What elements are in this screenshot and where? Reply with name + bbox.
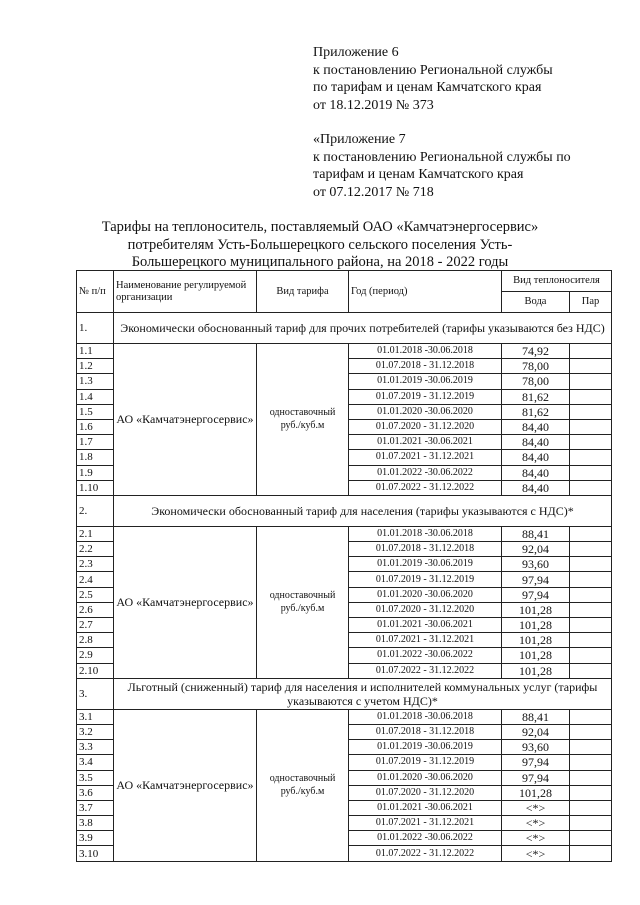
table-header-row <box>77 271 612 292</box>
water-value: 97,94 <box>502 770 570 785</box>
water-value: 101,28 <box>502 633 570 648</box>
section-title: Льготный (сниженный) тариф для населения и исполнителей коммунальных услуг (тарифы указываются с учетом НДС)* <box>114 678 612 709</box>
tariff-kind: одноставочный руб./куб.м <box>257 709 349 861</box>
section-row <box>77 678 612 709</box>
row-number: 1.9 <box>77 465 114 480</box>
period-cell: 01.07.2020 - 31.12.2020 <box>349 602 502 617</box>
steam-value <box>570 709 612 724</box>
water-value: 101,28 <box>502 602 570 617</box>
steam-value <box>570 526 612 541</box>
period-cell: 01.01.2020 -30.06.2020 <box>349 587 502 602</box>
row-number: 3.9 <box>77 831 114 846</box>
water-value: 78,00 <box>502 359 570 374</box>
steam-value <box>570 389 612 404</box>
steam-value <box>570 800 612 815</box>
row-number: 1.7 <box>77 435 114 450</box>
appendix-6-line: по тарифам и ценам Камчатского края <box>313 80 542 95</box>
steam-value <box>570 587 612 602</box>
row-number: 2.9 <box>77 648 114 663</box>
water-value: 88,41 <box>502 709 570 724</box>
period-cell: 01.01.2019 -30.06.2019 <box>349 374 502 389</box>
row-number: 2.8 <box>77 633 114 648</box>
section-number: 1. <box>77 313 114 344</box>
table-row <box>77 344 612 359</box>
steam-value <box>570 846 612 861</box>
water-value: 101,28 <box>502 663 570 678</box>
row-number: 3.8 <box>77 816 114 831</box>
steam-value <box>570 344 612 359</box>
row-number: 2.6 <box>77 602 114 617</box>
steam-value <box>570 663 612 678</box>
row-number: 3.6 <box>77 785 114 800</box>
water-value: <*> <box>502 831 570 846</box>
header-water: Вода <box>502 292 570 313</box>
steam-value <box>570 450 612 465</box>
steam-value <box>570 359 612 374</box>
period-cell: 01.07.2022 - 31.12.2022 <box>349 480 502 495</box>
water-value: <*> <box>502 846 570 861</box>
steam-value <box>570 374 612 389</box>
steam-value <box>570 465 612 480</box>
section-row <box>77 313 612 344</box>
water-value: 84,40 <box>502 465 570 480</box>
water-value: 84,40 <box>502 419 570 434</box>
period-cell: 01.07.2018 - 31.12.2018 <box>349 359 502 374</box>
row-number: 2.3 <box>77 557 114 572</box>
period-cell: 01.07.2020 - 31.12.2020 <box>349 419 502 434</box>
steam-value <box>570 633 612 648</box>
period-cell: 01.07.2019 - 31.12.2019 <box>349 755 502 770</box>
section-row <box>77 495 612 526</box>
row-number: 1.6 <box>77 419 114 434</box>
header-steam: Пар <box>570 292 612 313</box>
water-value: 101,28 <box>502 618 570 633</box>
section-title: Экономически обоснованный тариф для прочих потребителей (тарифы указываются без НДС) <box>114 313 612 344</box>
row-number: 2.4 <box>77 572 114 587</box>
water-value: 84,40 <box>502 480 570 495</box>
period-cell: 01.01.2022 -30.06.2022 <box>349 648 502 663</box>
row-number: 2.2 <box>77 542 114 557</box>
row-number: 2.7 <box>77 618 114 633</box>
row-number: 2.10 <box>77 663 114 678</box>
document-title <box>60 219 580 272</box>
row-number: 1.2 <box>77 359 114 374</box>
steam-value <box>570 740 612 755</box>
period-cell: 01.01.2019 -30.06.2019 <box>349 557 502 572</box>
row-number: 1.10 <box>77 480 114 495</box>
water-value: 92,04 <box>502 724 570 739</box>
header-coolant: Вид теплоносителя <box>502 271 612 292</box>
period-cell: 01.07.2022 - 31.12.2022 <box>349 663 502 678</box>
steam-value <box>570 480 612 495</box>
row-number: 1.3 <box>77 374 114 389</box>
table-row <box>77 709 612 724</box>
row-number: 1.5 <box>77 404 114 419</box>
row-number: 1.8 <box>77 450 114 465</box>
period-cell: 01.01.2021 -30.06.2021 <box>349 800 502 815</box>
steam-value <box>570 831 612 846</box>
row-number: 3.4 <box>77 755 114 770</box>
period-cell: 01.01.2022 -30.06.2022 <box>349 831 502 846</box>
steam-value <box>570 785 612 800</box>
period-cell: 01.07.2018 - 31.12.2018 <box>349 724 502 739</box>
water-value: 97,94 <box>502 587 570 602</box>
water-value: 101,28 <box>502 648 570 663</box>
steam-value <box>570 602 612 617</box>
section-title: Экономически обоснованный тариф для населения (тарифы указываются с НДС)* <box>114 495 612 526</box>
water-value: <*> <box>502 800 570 815</box>
header-org: Наименование регулируемой организации <box>114 271 257 313</box>
appendix-7-line: к постановлению Региональной службы по <box>313 149 571 165</box>
row-number: 1.1 <box>77 344 114 359</box>
header-num: № п/п <box>77 271 114 313</box>
period-cell: 01.01.2018 -30.06.2018 <box>349 344 502 359</box>
row-number: 3.3 <box>77 740 114 755</box>
tariff-kind: одноставочный руб./куб.м <box>257 344 349 496</box>
water-value: 97,94 <box>502 572 570 587</box>
section-number: 3. <box>77 678 114 709</box>
period-cell: 01.07.2018 - 31.12.2018 <box>349 542 502 557</box>
period-cell: 01.07.2019 - 31.12.2019 <box>349 572 502 587</box>
appendix-7-line: тарифам и ценам Камчатского края <box>313 167 524 182</box>
steam-value <box>570 419 612 434</box>
organization-name: АО «Камчатэнергосервис» <box>114 344 257 496</box>
tariff-kind: одноставочный руб./куб.м <box>257 526 349 678</box>
appendix-6-line: от 18.12.2019 № 373 <box>313 97 434 113</box>
header-period: Год (период) <box>349 271 502 313</box>
water-value: 101,28 <box>502 785 570 800</box>
steam-value <box>570 557 612 572</box>
steam-value <box>570 572 612 587</box>
water-value: 84,40 <box>502 435 570 450</box>
steam-value <box>570 816 612 831</box>
appendix-6-line: Приложение 6 <box>313 45 399 60</box>
row-number: 3.2 <box>77 724 114 739</box>
organization-name: АО «Камчатэнергосервис» <box>114 526 257 678</box>
water-value: 81,62 <box>502 389 570 404</box>
appendix-6-line: к постановлению Региональной службы <box>313 62 553 78</box>
row-number: 3.7 <box>77 800 114 815</box>
water-value: 84,40 <box>502 450 570 465</box>
steam-value <box>570 542 612 557</box>
appendix-7-header <box>313 131 571 201</box>
steam-value <box>570 404 612 419</box>
steam-value <box>570 435 612 450</box>
period-cell: 01.07.2022 - 31.12.2022 <box>349 846 502 861</box>
title-line: Большерецкого муниципального района, на 2018 - 2022 годы <box>131 254 509 270</box>
period-cell: 01.07.2021 - 31.12.2021 <box>349 633 502 648</box>
row-number: 3.10 <box>77 846 114 861</box>
water-value: 78,00 <box>502 374 570 389</box>
organization-name: АО «Камчатэнергосервис» <box>114 709 257 861</box>
steam-value <box>570 648 612 663</box>
header-kind: Вид тарифа <box>257 271 349 313</box>
period-cell: 01.01.2018 -30.06.2018 <box>349 709 502 724</box>
row-number: 3.1 <box>77 709 114 724</box>
water-value: 88,41 <box>502 526 570 541</box>
period-cell: 01.01.2020 -30.06.2020 <box>349 404 502 419</box>
period-cell: 01.01.2020 -30.06.2020 <box>349 770 502 785</box>
period-cell: 01.01.2021 -30.06.2021 <box>349 618 502 633</box>
appendix-6-header <box>313 44 553 114</box>
row-number: 3.5 <box>77 770 114 785</box>
steam-value <box>570 618 612 633</box>
water-value: 92,04 <box>502 542 570 557</box>
period-cell: 01.01.2022 -30.06.2022 <box>349 465 502 480</box>
water-value: 93,60 <box>502 557 570 572</box>
water-value: 81,62 <box>502 404 570 419</box>
water-value: 74,92 <box>502 344 570 359</box>
steam-value <box>570 724 612 739</box>
steam-value <box>570 770 612 785</box>
row-number: 2.5 <box>77 587 114 602</box>
row-number: 1.4 <box>77 389 114 404</box>
period-cell: 01.01.2019 -30.06.2019 <box>349 740 502 755</box>
title-line: Тарифы на теплоноситель, поставляемый ОАО «Камчатэнергосервис» <box>101 219 539 235</box>
period-cell: 01.07.2021 - 31.12.2021 <box>349 816 502 831</box>
period-cell: 01.07.2021 - 31.12.2021 <box>349 450 502 465</box>
period-cell: 01.07.2019 - 31.12.2019 <box>349 389 502 404</box>
water-value: 93,60 <box>502 740 570 755</box>
tariff-table <box>76 270 612 862</box>
period-cell: 01.01.2021 -30.06.2021 <box>349 435 502 450</box>
period-cell: 01.01.2018 -30.06.2018 <box>349 526 502 541</box>
appendix-7-line: от 07.12.2017 № 718 <box>313 184 434 200</box>
water-value: 97,94 <box>502 755 570 770</box>
table-row <box>77 526 612 541</box>
section-number: 2. <box>77 495 114 526</box>
water-value: <*> <box>502 816 570 831</box>
title-line: потребителям Усть-Большерецкого сельского поселения Усть- <box>127 236 513 253</box>
steam-value <box>570 755 612 770</box>
appendix-7-line: «Приложение 7 <box>313 132 406 147</box>
row-number: 2.1 <box>77 526 114 541</box>
period-cell: 01.07.2020 - 31.12.2020 <box>349 785 502 800</box>
